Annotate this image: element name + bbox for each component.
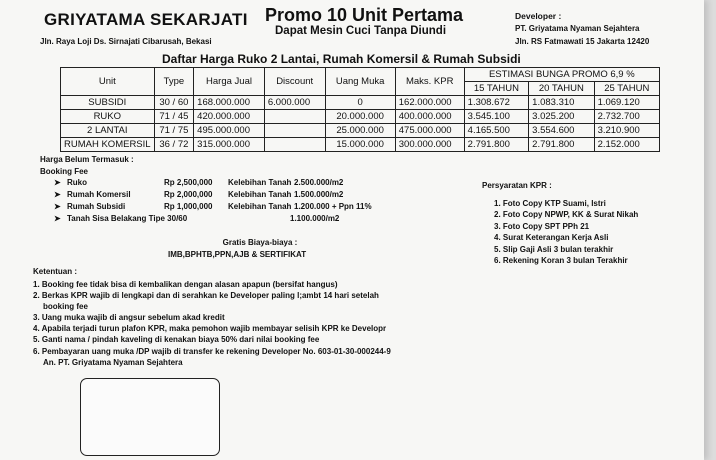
list-item: 5. Ganti nama / pindah kaveling di kenakan biaya 50% dari nilai booking fee <box>33 335 320 345</box>
table-row <box>61 110 660 124</box>
cell-kpr: 162.000.000 <box>395 96 464 110</box>
cell-kpr: 400.000.000 <box>395 110 464 124</box>
cell-discount <box>264 138 325 152</box>
header-harga-jual: Harga Jual <box>194 68 265 96</box>
cell-type: 30 / 60 <box>154 96 194 110</box>
cell-unit: RUKO <box>61 110 155 124</box>
arrow-bullet-icon: ➤ <box>54 178 61 187</box>
cell-t25: 3.210.900 <box>594 124 659 138</box>
booking-name: Ruko <box>67 178 87 187</box>
booking-excess: 1.100.000/m2 <box>290 214 340 223</box>
cell-type: 36 / 72 <box>154 138 194 152</box>
list-item: 3. Uang muka wajib di angsur sebelum akad kredit <box>33 313 225 323</box>
list-item: booking fee <box>43 302 88 312</box>
booking-label: Kelebihan Tanah <box>228 190 292 199</box>
list-item: An. PT. Griyatama Nyaman Sejahtera <box>43 357 183 367</box>
cell-type: 71 / 45 <box>154 110 194 124</box>
cell-dp: 15.000.000 <box>325 138 395 152</box>
header-unit: Unit <box>61 68 155 96</box>
booking-name: Rumah Komersil <box>67 190 131 199</box>
cell-t25: 1.069.120 <box>594 96 659 110</box>
booking-label: Kelebihan Tanah <box>228 178 292 187</box>
booking-excess: 1.500.000/m2 <box>294 190 344 199</box>
table-title: Daftar Harga Ruko 2 Lantai, Rumah Komersil & Rumah Subsidi <box>162 52 521 66</box>
developer-name: PT. Griyatama Nyaman Sejahtera <box>515 24 640 33</box>
header-maks-kpr: Maks. KPR <box>395 68 464 96</box>
cell-t20: 2.791.800 <box>529 138 594 152</box>
table-row <box>61 138 660 152</box>
ketentuan-list <box>33 279 473 368</box>
cell-t20: 3.554.600 <box>529 124 594 138</box>
table-header-row <box>61 68 660 82</box>
signature-box <box>80 378 220 456</box>
cell-harga: 420.000.000 <box>194 110 265 124</box>
ketentuan-title: Ketentuan : <box>33 267 77 276</box>
cell-t15: 1.308.672 <box>464 96 529 110</box>
booking-fee: Rp 1,000,000 <box>164 202 213 211</box>
booking-label: Kelebihan Tanah <box>228 202 292 211</box>
developer-address: Jln. RS Fatmawati 15 Jakarta 12420 <box>515 37 650 46</box>
list-item: 5. Slip Gaji Asli 3 bulan terakhir <box>494 244 614 254</box>
header-15-tahun: 15 TAHUN <box>464 82 529 96</box>
promo-title: Promo 10 Unit Pertama <box>265 5 464 25</box>
booking-title: Booking Fee <box>40 167 89 176</box>
table-row <box>61 124 660 138</box>
harga-note: Harga Belum Termasuk : <box>40 155 134 164</box>
arrow-bullet-icon: ➤ <box>54 202 61 211</box>
list-item: 4. Apabila terjadi turun plafon KPR, maka pemohon wajib membayar selisih KPR ke Developr <box>33 324 387 334</box>
gratis-title: Gratis Biaya-biaya : <box>222 238 298 247</box>
cell-dp: 0 <box>325 96 395 110</box>
header-uang-muka: Uang Muka <box>325 68 395 96</box>
cell-dp: 25.000.000 <box>325 124 395 138</box>
booking-name: Rumah Subsidi <box>67 202 126 211</box>
gratis-items: IMB,BPHTB,PPN,AJB & SERTIFIKAT <box>168 250 307 259</box>
cell-t15: 3.545.100 <box>464 110 529 124</box>
header-discount: Discount <box>264 68 325 96</box>
arrow-bullet-icon: ➤ <box>54 214 61 223</box>
cell-type: 71 / 75 <box>154 124 194 138</box>
cell-t20: 3.025.200 <box>529 110 594 124</box>
cell-harga: 315.000.000 <box>194 138 265 152</box>
cell-dp: 20.000.000 <box>325 110 395 124</box>
list-item: 2. Foto Copy NPWP, KK & Surat Nikah <box>494 210 639 220</box>
booking-excess: 2.500.000/m2 <box>294 178 344 187</box>
cell-t25: 2.152.000 <box>594 138 659 152</box>
header-25-tahun: 25 TAHUN <box>594 82 659 96</box>
list-item: 1. Foto Copy KTP Suami, Istri <box>494 199 606 208</box>
header-type: Type <box>154 68 194 96</box>
arrow-bullet-icon: ➤ <box>54 190 61 199</box>
table-row <box>61 96 660 110</box>
list-item: 6. Rekening Koran 3 bulan Terakhir <box>494 256 628 266</box>
header-20-tahun: 20 TAHUN <box>529 82 594 96</box>
header-estimasi: ESTIMASI BUNGA PROMO 6,9 % <box>464 68 659 82</box>
cell-kpr: 300.000.000 <box>395 138 464 152</box>
list-item: 6. Pembayaran uang muka /DP wajib di transfer ke rekening Developer No. 603-01-30-000244-9 <box>33 346 391 356</box>
cell-discount <box>264 110 325 124</box>
persyaratan-title: Persyaratan KPR : <box>482 181 552 190</box>
booking-excess: 1.200.000 + Ppn 11% <box>294 202 372 211</box>
cell-t25: 2.732.700 <box>594 110 659 124</box>
cell-unit: 2 LANTAI <box>61 124 155 138</box>
list-item: 4. Surat Keterangan Kerja Asli <box>494 233 609 243</box>
developer-label: Developer : <box>515 11 562 21</box>
cell-discount: 6.000.000 <box>264 96 325 110</box>
cell-t15: 4.165.500 <box>464 124 529 138</box>
brand-address: Jln. Raya Loji Ds. Sirnajati Cibarusah, Bekasi <box>40 37 212 46</box>
cell-t20: 1.083.310 <box>529 96 594 110</box>
promo-subtitle: Dapat Mesin Cuci Tanpa Diundi <box>275 25 447 37</box>
cell-unit: RUMAH KOMERSIL <box>61 138 155 152</box>
persyaratan-list <box>494 198 638 266</box>
booking-name: Tanah Sisa Belakang Tipe 30/60 <box>67 214 188 223</box>
cell-discount <box>264 124 325 138</box>
cell-kpr: 475.000.000 <box>395 124 464 138</box>
list-item: 1. Booking fee tidak bisa di kembalikan dengan alasan apapun (bersifat hangus) <box>33 280 338 289</box>
price-table <box>60 67 660 152</box>
booking-fee: Rp 2,000,000 <box>164 190 213 199</box>
cell-t15: 2.791.800 <box>464 138 529 152</box>
cell-harga: 495.000.000 <box>194 124 265 138</box>
list-item: 3. Foto Copy SPT PPh 21 <box>494 221 590 231</box>
cell-unit: SUBSIDI <box>61 96 155 110</box>
booking-fee: Rp 2,500,000 <box>164 178 213 187</box>
list-item: 2. Berkas KPR wajib di lengkapi dan di serahkan ke Developer paling l;ambt 14 hari setelah <box>33 291 379 301</box>
cell-harga: 168.000.000 <box>194 96 265 110</box>
brand-name: GRIYATAMA SEKARJATI <box>44 10 248 29</box>
